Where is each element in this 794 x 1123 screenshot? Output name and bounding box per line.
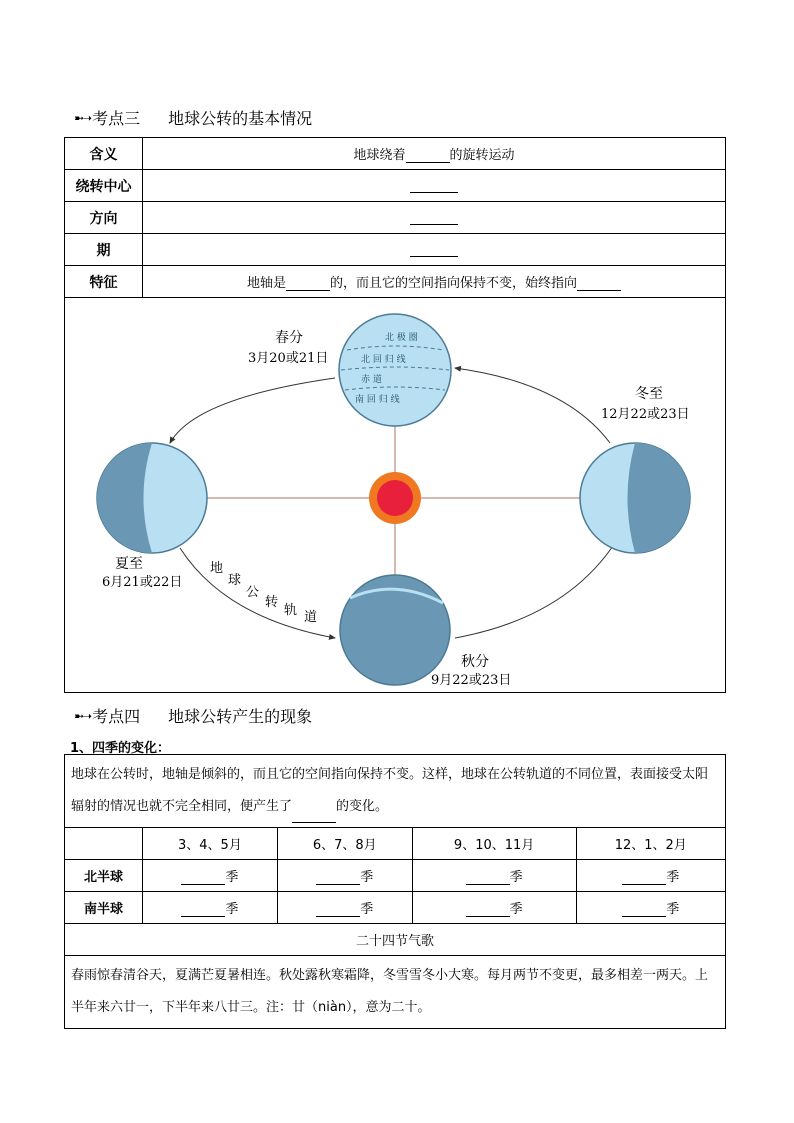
svg-text:北 回 归 线: 北 回 归 线: [361, 355, 406, 365]
section4-title: 地球公转产生的现象: [168, 707, 313, 726]
svg-text:北 极 圈: 北 极 圈: [385, 333, 418, 343]
intro-text: 的变化。: [336, 799, 389, 814]
answer-blank[interactable]: [286, 276, 330, 291]
svg-text:公: 公: [246, 585, 260, 600]
month-header: 6、7、8月: [277, 828, 412, 860]
answer-blank[interactable]: [181, 902, 225, 917]
song-title: 二十四节气歌: [65, 924, 726, 956]
orbit-diagram: [65, 298, 725, 692]
answer-blank[interactable]: [406, 148, 450, 163]
summer-label: 夏至: [115, 556, 143, 572]
subsection-title: 1、四季的变化：: [70, 741, 171, 756]
svg-text:道: 道: [304, 610, 318, 625]
revolution-table: [64, 137, 726, 693]
answer-blank[interactable]: [466, 870, 510, 885]
summer-solstice-globe: [97, 443, 207, 553]
orbit-diagram-cell: [65, 298, 726, 693]
autumn-label: 秋分: [461, 654, 489, 670]
row-value: [143, 234, 726, 266]
table-row: [65, 892, 726, 924]
answer-blank[interactable]: [622, 870, 666, 885]
season-cell: 季: [277, 892, 412, 924]
section3-label: 考点三: [92, 109, 141, 128]
section3-title: 地球公转的基本情况: [168, 109, 313, 128]
svg-text:南 回 归 线: 南 回 归 线: [355, 395, 400, 405]
answer-blank[interactable]: [622, 902, 666, 917]
hemisphere-label: 北半球: [65, 860, 143, 892]
song-text: 春雨惊春清谷天，夏满芒夏暑相连。秋处露秋寒霜降，冬雪雪冬小大寒。每月两节不变更，最多相差一两天。上半年来六廿一，下半年来八廿三。注：廿（niàn），意为二十。: [65, 956, 726, 1029]
season-cell: 季: [143, 860, 278, 892]
season-cell: 季: [412, 892, 576, 924]
spring-label: 春分: [275, 330, 303, 346]
answer-blank[interactable]: [410, 242, 458, 257]
orbit-arc: [455, 368, 610, 443]
svg-text:地: 地: [210, 561, 224, 576]
table-row: [65, 924, 726, 956]
row-label: 特征: [65, 266, 143, 298]
month-header-row: [65, 828, 726, 860]
table-row: [65, 234, 726, 266]
orbit-arc: [170, 378, 335, 443]
month-header: 12、1、2月: [576, 828, 725, 860]
value-text: 的，而且它的空间指向保持不变，始终指向: [330, 276, 578, 291]
arrow-icon: ➼➝: [74, 110, 91, 125]
orbit-label: [210, 560, 317, 625]
season-cell: 季: [277, 860, 412, 892]
orbit-arc: [455, 543, 615, 638]
seasons-table: [64, 754, 726, 1029]
value-text: 地球绕着: [353, 148, 406, 163]
value-text: 的旋转运动: [449, 148, 515, 163]
row-label: 含义: [65, 138, 143, 170]
row-value: [143, 138, 726, 170]
empty-cell: [65, 828, 143, 860]
arrow-icon: ➼➝: [74, 708, 91, 723]
answer-blank[interactable]: [316, 870, 360, 885]
spring-date: 3月20或21日: [248, 351, 329, 366]
autumn-equinox-globe: [340, 575, 450, 685]
winter-solstice-globe: [580, 443, 690, 553]
season-cell: 季: [576, 892, 725, 924]
spring-equinox-globe: [339, 314, 451, 426]
answer-blank[interactable]: [466, 902, 510, 917]
winter-label: 冬至: [635, 386, 663, 402]
row-label: 绕转中心: [65, 170, 143, 202]
table-row: [65, 138, 726, 170]
hemisphere-label: 南半球: [65, 892, 143, 924]
winter-date: 12月22或23日: [601, 407, 690, 422]
month-header: 3、4、5月: [143, 828, 278, 860]
answer-blank[interactable]: [181, 870, 225, 885]
season-cell: 季: [412, 860, 576, 892]
svg-text:轨: 轨: [284, 603, 298, 618]
table-row: [65, 202, 726, 234]
section3-heading: [74, 106, 312, 129]
table-row: [65, 170, 726, 202]
answer-blank[interactable]: [410, 178, 458, 193]
intro-paragraph: [65, 755, 726, 828]
table-row: [65, 860, 726, 892]
answer-blank[interactable]: [410, 210, 458, 225]
table-row: [65, 266, 726, 298]
svg-text:转: 转: [265, 595, 279, 610]
summer-date: 6月21或22日: [102, 575, 183, 590]
answer-blank[interactable]: [316, 902, 360, 917]
row-value: [143, 266, 726, 298]
row-label: 方向: [65, 202, 143, 234]
section4-heading: [74, 704, 312, 727]
month-header: 9、10、11月: [412, 828, 576, 860]
row-label: 期: [65, 234, 143, 266]
sun-icon: [369, 472, 421, 524]
intro-text: 地球在公转时，地轴是倾斜的，而且它的空间指向保持不变。这样，地球在公转轨道的不同位置，表面接受太阳辐射的情况也就不完全相同，便产生了: [71, 767, 709, 814]
row-value: [143, 170, 726, 202]
svg-text:球: 球: [228, 573, 242, 588]
answer-blank[interactable]: [292, 808, 336, 823]
svg-text:赤 道: 赤 道: [361, 375, 382, 385]
row-value: [143, 202, 726, 234]
autumn-date: 9月22或23日: [431, 673, 512, 688]
season-cell: 季: [576, 860, 725, 892]
value-text: 地轴是: [246, 276, 286, 291]
section4-label: 考点四: [92, 707, 141, 726]
season-cell: 季: [143, 892, 278, 924]
answer-blank[interactable]: [577, 276, 621, 291]
